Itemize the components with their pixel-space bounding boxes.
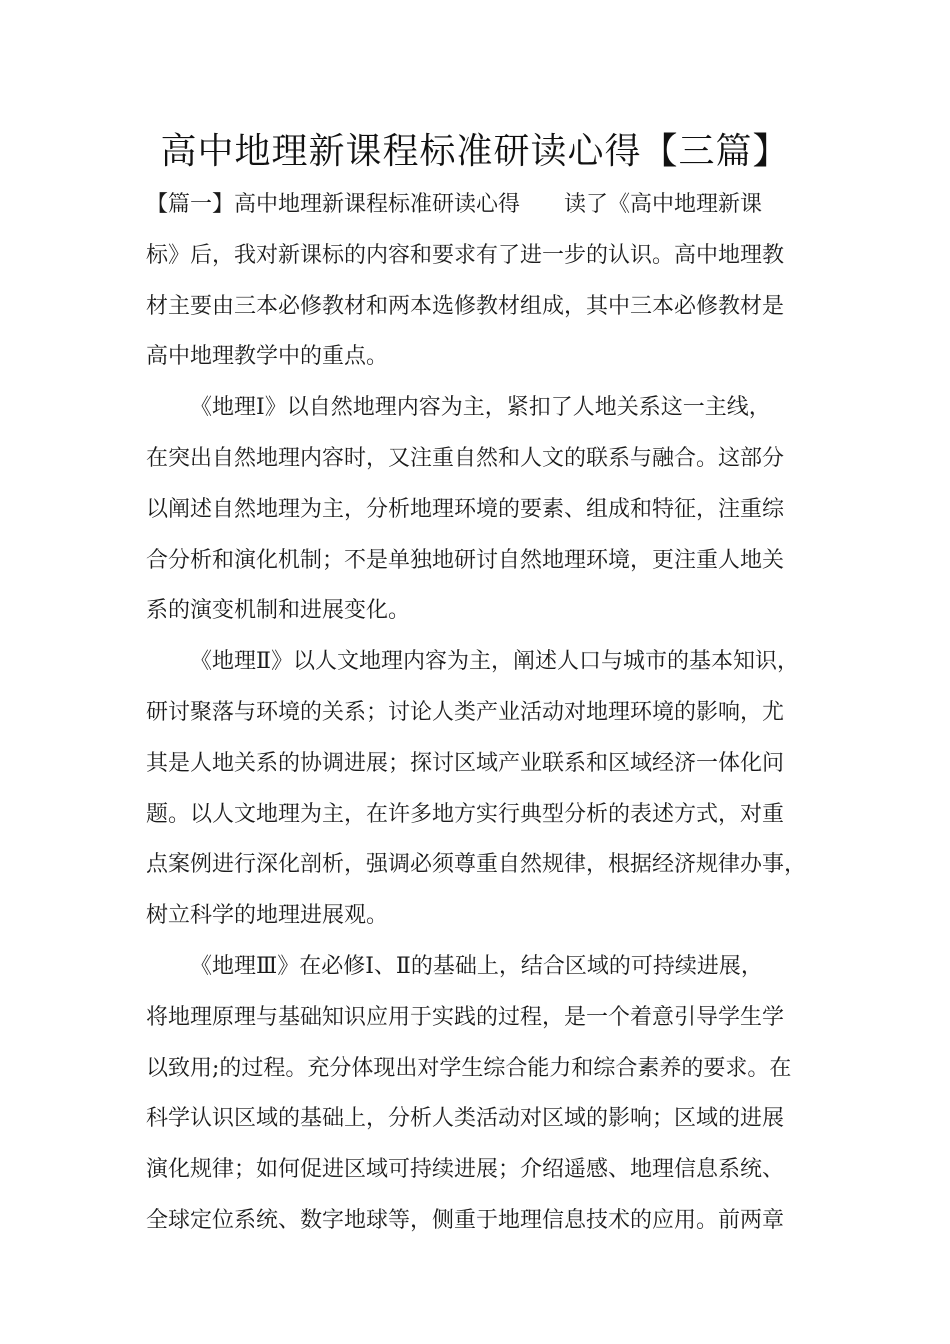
text-line: 其是人地关系的协调进展；探讨区域产业联系和区域经济一体化问 — [146, 750, 785, 776]
text-line: 以阐述自然地理为主，分析地理环境的要素、组成和特征，注重综 — [146, 496, 785, 522]
text-line: 演化规律；如何促进区域可持续进展；介绍遥感、地理信息系统、 — [146, 1157, 785, 1183]
text-line: 高中地理教学中的重点。 — [146, 344, 389, 370]
text-line: 【篇一】高中地理新课程标准研读心得 读了《高中地理新课 — [146, 192, 763, 217]
text-line: 研讨聚落与环境的关系；讨论人类产业活动对地理环境的影响，尤 — [146, 699, 785, 725]
text-line: 《地理Ⅲ》在必修Ⅰ、Ⅱ的基础上，结合区域的可持续进展， — [190, 953, 763, 979]
text-line: 《地理Ⅰ》以自然地理内容为主，紧扣了人地关系这一主线， — [190, 395, 771, 421]
text-line: 将地理原理与基础知识应用于实践的过程，是一个着意引导学生学 — [146, 1004, 785, 1030]
paragraph-1 — [146, 180, 806, 383]
text-line: 系的演变机制和进展变化。 — [146, 598, 411, 624]
text-line: 题。以人文地理为主，在许多地方实行典型分析的表述方式，对重 — [146, 801, 785, 827]
text-line: 《地理Ⅱ》以人文地理内容为主，阐述人口与城市的基本知识， — [190, 649, 799, 675]
text-line: 合分析和演化机制；不是单独地研讨自然地理环境，更注重人地关 — [146, 547, 785, 573]
text-line: 材主要由三本必修教材和两本选修教材组成，其中三本必修教材是 — [146, 293, 785, 319]
paragraph-4 — [146, 942, 806, 1247]
text-line: 在突出自然地理内容时，又注重自然和人文的联系与融合。这部分 — [146, 445, 785, 471]
paragraph-3 — [146, 637, 806, 942]
document-body — [146, 180, 806, 1247]
text-line: 点案例进行深化剖析，强调必须尊重自然规律，根据经济规律办事， — [146, 852, 807, 878]
text-line: 以致用;的过程。充分体现出对学生综合能力和综合素养的要求。在 — [146, 1055, 792, 1081]
text-line: 树立科学的地理进展观。 — [146, 903, 389, 929]
text-line: 全球定位系统、数字地球等，侧重于地理信息技术的应用。前两章 — [146, 1207, 785, 1233]
document-title: 高中地理新课程标准研读心得【三篇】 — [160, 131, 790, 172]
paragraph-2 — [146, 383, 806, 637]
text-line: 科学认识区域的基础上，分析人类活动对区域的影响；区域的进展 — [146, 1106, 785, 1132]
text-line: 标》后，我对新课标的内容和要求有了进一步的认识。高中地理教 — [146, 242, 785, 268]
